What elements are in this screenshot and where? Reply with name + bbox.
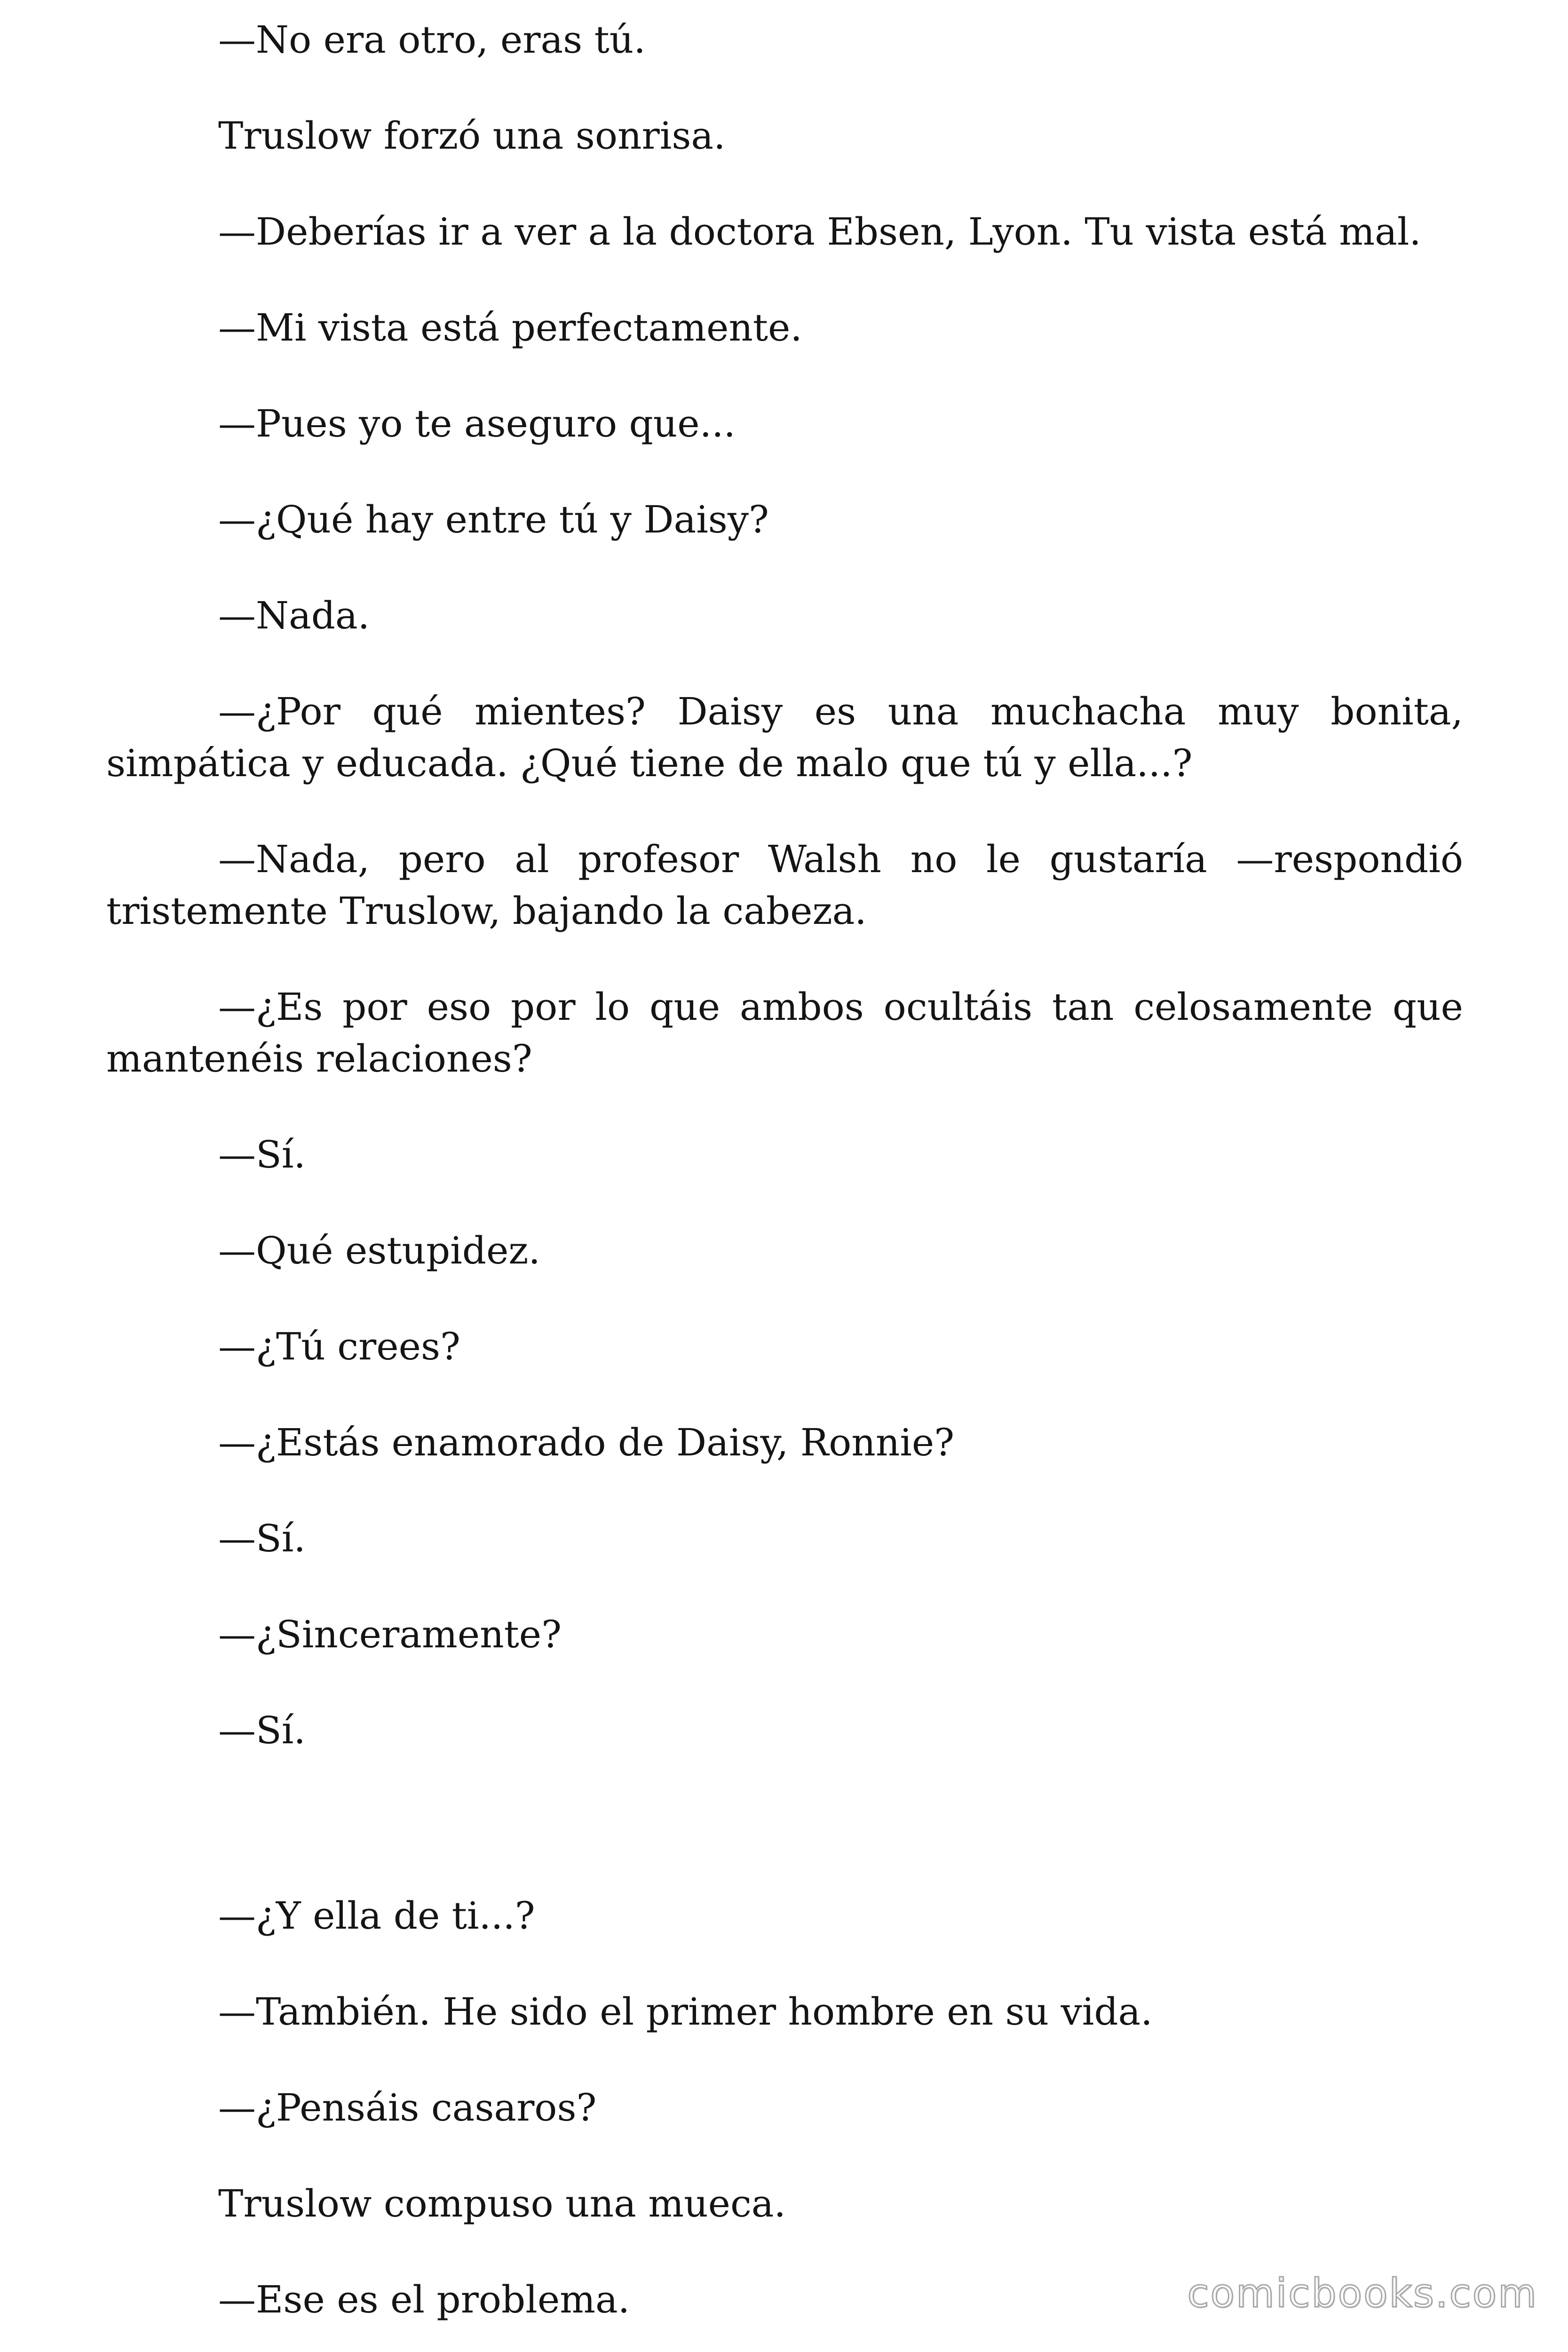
paragraph: —Sí. bbox=[218, 1133, 306, 1176]
paragraph: —¿Por qué mientes? Daisy es una muchacha muy bonita, simpática y educada. ¿Qué tiene de malo que tú y ella...? bbox=[106, 690, 1463, 785]
paragraph: —¿Y ella de ti...? bbox=[218, 1894, 535, 1938]
paragraph: —¿Pensáis casaros? bbox=[218, 2086, 597, 2130]
paragraph: —¿Estás enamorado de Daisy, Ronnie? bbox=[218, 1421, 955, 1464]
paragraph: —¿Sinceramente? bbox=[218, 1613, 562, 1656]
paragraph: —Sí. bbox=[218, 1517, 306, 1560]
paragraph: —¿Es por eso por lo que ambos ocultáis tan celosamente que mantenéis relaciones? bbox=[106, 985, 1463, 1081]
paragraph: —¿Qué hay entre tú y Daisy? bbox=[218, 498, 769, 541]
paragraph: —Nada. bbox=[218, 594, 370, 637]
paragraph: —Deberías ir a ver a la doctora Ebsen, Lyon. Tu vista está mal. bbox=[218, 210, 1421, 254]
paragraph: —Sí. bbox=[218, 1708, 306, 1752]
paragraph: —Mi vista está perfectamente. bbox=[218, 306, 802, 350]
paragraph: —Qué estupidez. bbox=[218, 1229, 540, 1272]
watermark-text: comicbooks.com bbox=[1187, 2270, 1538, 2316]
paragraph: —Pues yo te aseguro que... bbox=[218, 402, 736, 445]
paragraph: Truslow compuso una mueca. bbox=[218, 2182, 786, 2225]
paragraph: —No era otro, eras tú. bbox=[218, 18, 646, 62]
paragraph: —Nada, pero al profesor Walsh no le gustaría —respondió tristemente Truslow, bajando la cabeza. bbox=[106, 837, 1463, 933]
paragraph: —También. He sido el primer hombre en su vida. bbox=[218, 1990, 1153, 2034]
paragraph: —¿Tú crees? bbox=[218, 1325, 460, 1368]
paragraph: —Ese es el problema. bbox=[218, 2278, 630, 2321]
paragraph: Truslow forzó una sonrisa. bbox=[218, 114, 726, 158]
